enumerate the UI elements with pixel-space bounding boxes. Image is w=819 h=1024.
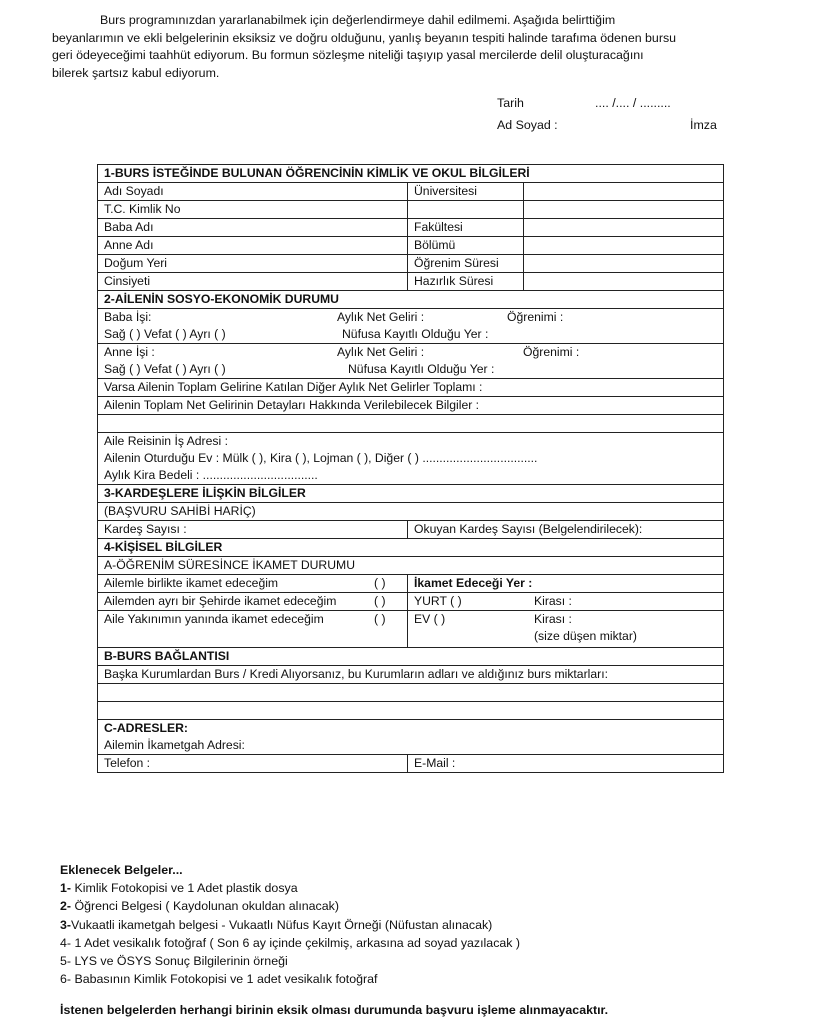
- section-c-title: C-ADRESLER:: [98, 720, 724, 738]
- toplam-diger: Varsa Ailenin Toplam Gelirine Katılan Diğer Aylık Net Gelirler Toplamı :: [98, 379, 724, 397]
- baba-nufus: Nüfusa Kayıtlı Olduğu Yer :: [342, 327, 489, 341]
- field-label: Baba Adı: [98, 219, 408, 237]
- baska-kurum-blank-2[interactable]: [98, 702, 724, 720]
- section-2-title: 2-AİLENİN SOSYO-EKONOMİK DURUMU: [98, 291, 724, 309]
- baba-gelir: Aylık Net Geliri :: [337, 310, 425, 324]
- oturdugu-ev: Ailenin Oturduğu Ev : Mülk ( ), Kira ( ), Lojman ( ), Diğer ( ) ..................................: [98, 450, 724, 467]
- ikamet-option[interactable]: Ailemle birlikte ikamet edeceğim ( ): [98, 575, 408, 593]
- baba-durum: Sağ ( ) Vefat ( ) Ayrı ( ): [104, 327, 226, 341]
- section-4-title: 4-KİŞİSEL BİLGİLER: [98, 539, 724, 557]
- field-label: Doğum Yeri: [98, 255, 408, 273]
- field-label: Adı Soyadı: [98, 183, 408, 201]
- field-value[interactable]: [524, 255, 724, 273]
- attachment-item: 5- LYS ve ÖSYS Sonuç Bilgilerinin örneği: [60, 954, 288, 969]
- field-label: Üniversitesi: [408, 183, 524, 201]
- checkbox[interactable]: ( ): [374, 576, 386, 590]
- field-label: Hazırlık Süresi: [408, 273, 524, 291]
- field-label: T.C. Kimlik No: [98, 201, 408, 219]
- ikamet-option[interactable]: Ailemden ayrı bir Şehirde ikamet edeceğim ( ): [98, 593, 408, 611]
- baba-row: [98, 309, 724, 327]
- imza-label: İmza: [690, 118, 717, 132]
- warning-note: İstenen belgelerden herhangi birinin eksik olması durumunda başvuru işleme alınmayacaktır.: [60, 1003, 609, 1017]
- anne-ogrenim: Öğrenimi :: [523, 345, 580, 359]
- checkbox[interactable]: ( ): [374, 594, 386, 608]
- section-1-title: 1-BURS İSTEĞİNDE BULUNAN ÖĞRENCİNİN KİMLİK VE OKUL BİLGİLERİ: [98, 165, 724, 183]
- anne-durum: Sağ ( ) Vefat ( ) Ayrı ( ): [104, 362, 226, 376]
- telefon: Telefon :: [98, 755, 408, 773]
- scholarship-form-table: [97, 164, 724, 773]
- field-label: Cinsiyeti: [98, 273, 408, 291]
- kira-bedeli: Aylık Kira Bedeli : ..................................: [98, 467, 724, 485]
- section-3-subtitle: (BAŞVURU SAHİBİ HARİÇ): [98, 503, 724, 521]
- intro-paragraph: [52, 12, 742, 82]
- size-dusen: (size düşen miktar): [534, 629, 637, 643]
- attachment-item: 6- Babasının Kimlik Fotokopisi ve 1 adet vesikalık fotoğraf: [60, 972, 378, 987]
- attachments-heading: Eklenecek Belgeler...: [60, 863, 183, 877]
- anne-row: [98, 344, 724, 362]
- checkbox[interactable]: ( ): [374, 612, 386, 626]
- intro-line-2: beyanlarımın ve ekli belgelerinin eksiksiz ve doğru olduğunu, yanlış beyanın tespiti halinde tarafıma ödenen bursu: [52, 30, 677, 45]
- field-label: Öğrenim Süresi: [408, 255, 524, 273]
- ev-option[interactable]: EV ( ) Kirası : (size düşen miktar): [408, 611, 724, 648]
- attachment-item: 4- 1 Adet vesikalık fotoğraf ( Son 6 ay içinde çekilmiş, arkasına ad soyad yazılacak ): [60, 935, 521, 950]
- ikametgah-adresi: Ailemin İkametgah Adresi:: [98, 737, 724, 755]
- field-value[interactable]: [524, 201, 724, 219]
- ikamet-yer: İkamet Edeceği Yer :: [408, 575, 724, 593]
- attachment-item: 3-Vukaatli ikametgah belgesi - Vukaatlı Nüfus Kayıt Örneği (Nüfustan alınacak): [60, 917, 493, 932]
- field-label: Fakültesi: [408, 219, 524, 237]
- baba-durum-row: [98, 326, 724, 344]
- section-3-title: 3-KARDEŞLERE İLİŞKİN BİLGİLER: [98, 485, 724, 503]
- tarih-label: Tarih: [497, 96, 524, 110]
- baska-kurum-blank-1[interactable]: [98, 684, 724, 702]
- is-adresi: Aile Reisinin İş Adresi :: [98, 433, 724, 451]
- ikamet-option[interactable]: Aile Yakınımın yanında ikamet edeceğim ( ): [98, 611, 408, 648]
- field-value[interactable]: [524, 273, 724, 291]
- anne-nufus: Nüfusa Kayıtlı Olduğu Yer :: [348, 362, 495, 376]
- tarih-value: .... /.... / .........: [595, 96, 671, 110]
- attachment-item: 1- Kimlik Fotokopisi ve 1 Adet plastik dosya: [60, 881, 298, 896]
- yurt-kira: Kirası :: [534, 594, 572, 608]
- field-label: [408, 201, 524, 219]
- anne-durum-row: [98, 361, 724, 379]
- anne-isi: Anne İşi :: [104, 345, 155, 359]
- ev-kira: Kirası :: [534, 612, 572, 626]
- intro-line-3: geri ödeyeceğimi taahhüt ediyorum. Bu formun sözleşme niteliği taşıyıp yasal mercilerde delil oluşturacağını: [52, 48, 644, 62]
- section-b-title: B-BURS BAĞLANTISI: [98, 648, 724, 666]
- baska-kurum: Başka Kurumlardan Burs / Kredi Alıyorsanız, bu Kurumların adları ve aldığınız burs miktarları:: [98, 666, 724, 684]
- baba-ogrenim: Öğrenimi :: [507, 310, 564, 324]
- attachments-list: [60, 861, 520, 988]
- field-label: Bölümü: [408, 237, 524, 255]
- anne-gelir: Aylık Net Geliri :: [337, 345, 425, 359]
- baba-isi: Baba İşi:: [104, 310, 152, 324]
- section-4-subtitle: A-ÖĞRENİM SÜRESİNCE İKAMET DURUMU: [98, 557, 724, 575]
- field-value[interactable]: [524, 183, 724, 201]
- toplam-detay-blank[interactable]: [98, 415, 724, 433]
- attachment-item: 2- Öğrenci Belgesi ( Kaydolunan okuldan alınacak): [60, 899, 339, 914]
- toplam-detay: Ailenin Toplam Net Gelirinin Detayları Hakkında Verilebilecek Bilgiler :: [98, 397, 724, 415]
- field-label: Anne Adı: [98, 237, 408, 255]
- field-value[interactable]: [524, 237, 724, 255]
- adsoyad-label: Ad Soyad :: [497, 118, 558, 132]
- intro-line-4: bilerek şartsız kabul ediyorum.: [52, 65, 220, 80]
- kardes-sayisi: Kardeş Sayısı :: [98, 521, 408, 539]
- intro-line-1: Burs programınızdan yararlanabilmek için değerlendirmeye dahil edilmemi. Aşağıda belirttiğim: [100, 13, 616, 27]
- field-value[interactable]: [524, 219, 724, 237]
- email: E-Mail :: [408, 755, 724, 773]
- okuyan-kardes: Okuyan Kardeş Sayısı (Belgelendirilecek):: [408, 521, 724, 539]
- yurt-option[interactable]: YURT ( ) Kirası :: [408, 593, 724, 611]
